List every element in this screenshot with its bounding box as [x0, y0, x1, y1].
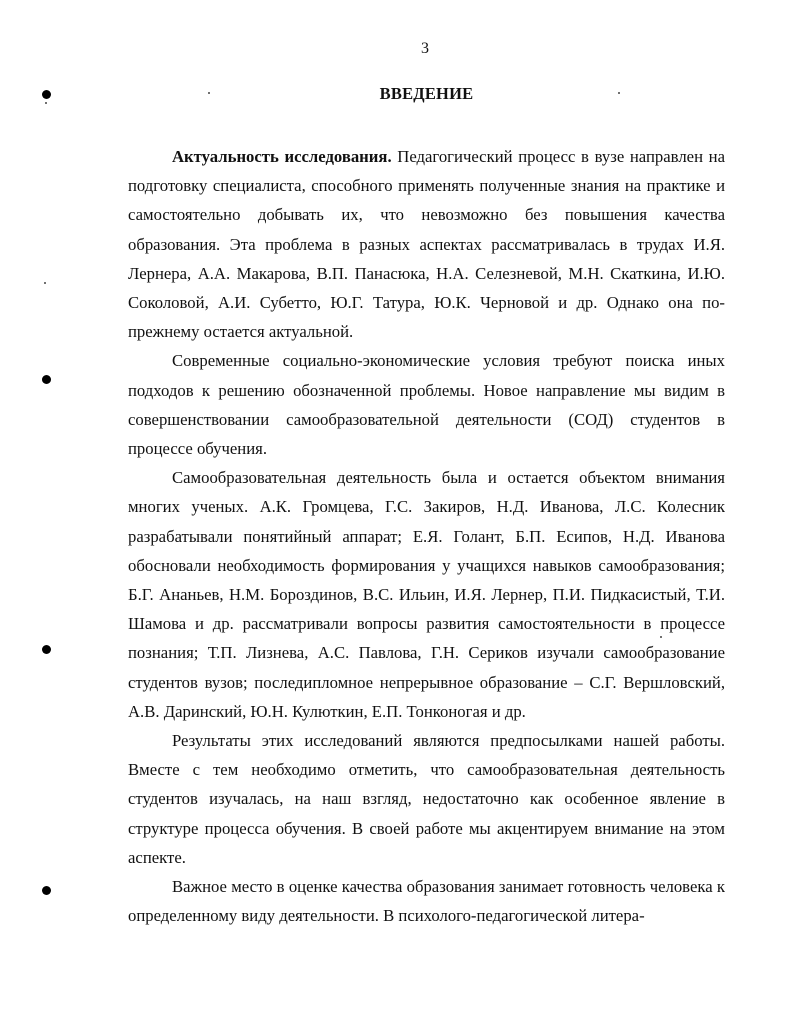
paragraph: Важное место в оценке качества образования занимает готовность человека к определенному виду деятельности. В психолого-педагогической литера- — [128, 877, 725, 926]
paragraph: Самообразовательная деятельность была и остается объектом внимания многих ученых. А.К. Громцева, Г.С. Закиров, Н.Д. Иванова, Л.С. Колесник разрабатывали понятийный аппарат; Е.Я. Голант, Б.П. Есипов, Н.Д. Иванова обосновали необходимость формирования у учащихся навыков самообразования; Б.Г. Ананьев, Н.М. Бороздинов, В.С. Ильин, И.Я. Лернер, П.И. Пидкасистый, Т.И. Шамова и др. рассматривали вопросы развития самостоятельности в процессе познания; Т.П. Лизнева, А.С. Павлова, Г.Н. Сериков изучали самообразование студентов вузов; последипломное непрерывное образование – С.Г. Вершловский, А.В. Даринский, Ю.Н. Кулюткин, Е.П. Тонконогая и др. — [128, 468, 725, 721]
paragraph-lead: Актуальность исследования. — [172, 147, 392, 166]
scan-speck — [44, 282, 46, 284]
scan-speck — [45, 102, 47, 104]
paragraph-text: Педагогический процесс в вузе направлен на подготовку специалиста, способного применять полученные знания на практике и самостоятельно добывать их, что невозможно без повышения качества образования. Эта проблема в разных аспектах рассматривалась в трудах И.Я. Лернера, А.А. Макарова, В.П. Панасюка, Н.А. Селезневой, М.Н. Скаткина, И.Ю. Соколовой, А.И. Субетто, Ю.Г. Татура, Ю.К. Черновой и др. Однако она по-прежнему остается актуальной. — [128, 147, 725, 342]
page-number: 3 — [421, 40, 429, 57]
binder-hole-mark — [42, 645, 51, 654]
binder-hole-mark — [42, 90, 51, 99]
binder-hole-mark — [42, 886, 51, 895]
paragraph: Результаты этих исследований являются предпосылками нашей работы. Вместе с тем необходимо отметить, что самообразовательная деятельность студентов изучалась, на наш взгляд, недостаточно как особенное явление в структуре процесса обучения. В своей работе мы акцентируем внимание на этом аспекте. — [128, 731, 725, 867]
section-heading: ВВЕДЕНИЕ — [379, 84, 474, 103]
paragraph-relevance — [128, 142, 725, 346]
binder-hole-mark — [42, 375, 51, 384]
body-text — [128, 142, 725, 930]
paragraph: Современные социально-экономические условия требуют поиска иных подходов к решению обозначенной проблемы. Новое направление мы видим в совершенствовании самообразовательной деятельности (СОД) студентов в процессе обучения. — [128, 351, 725, 459]
